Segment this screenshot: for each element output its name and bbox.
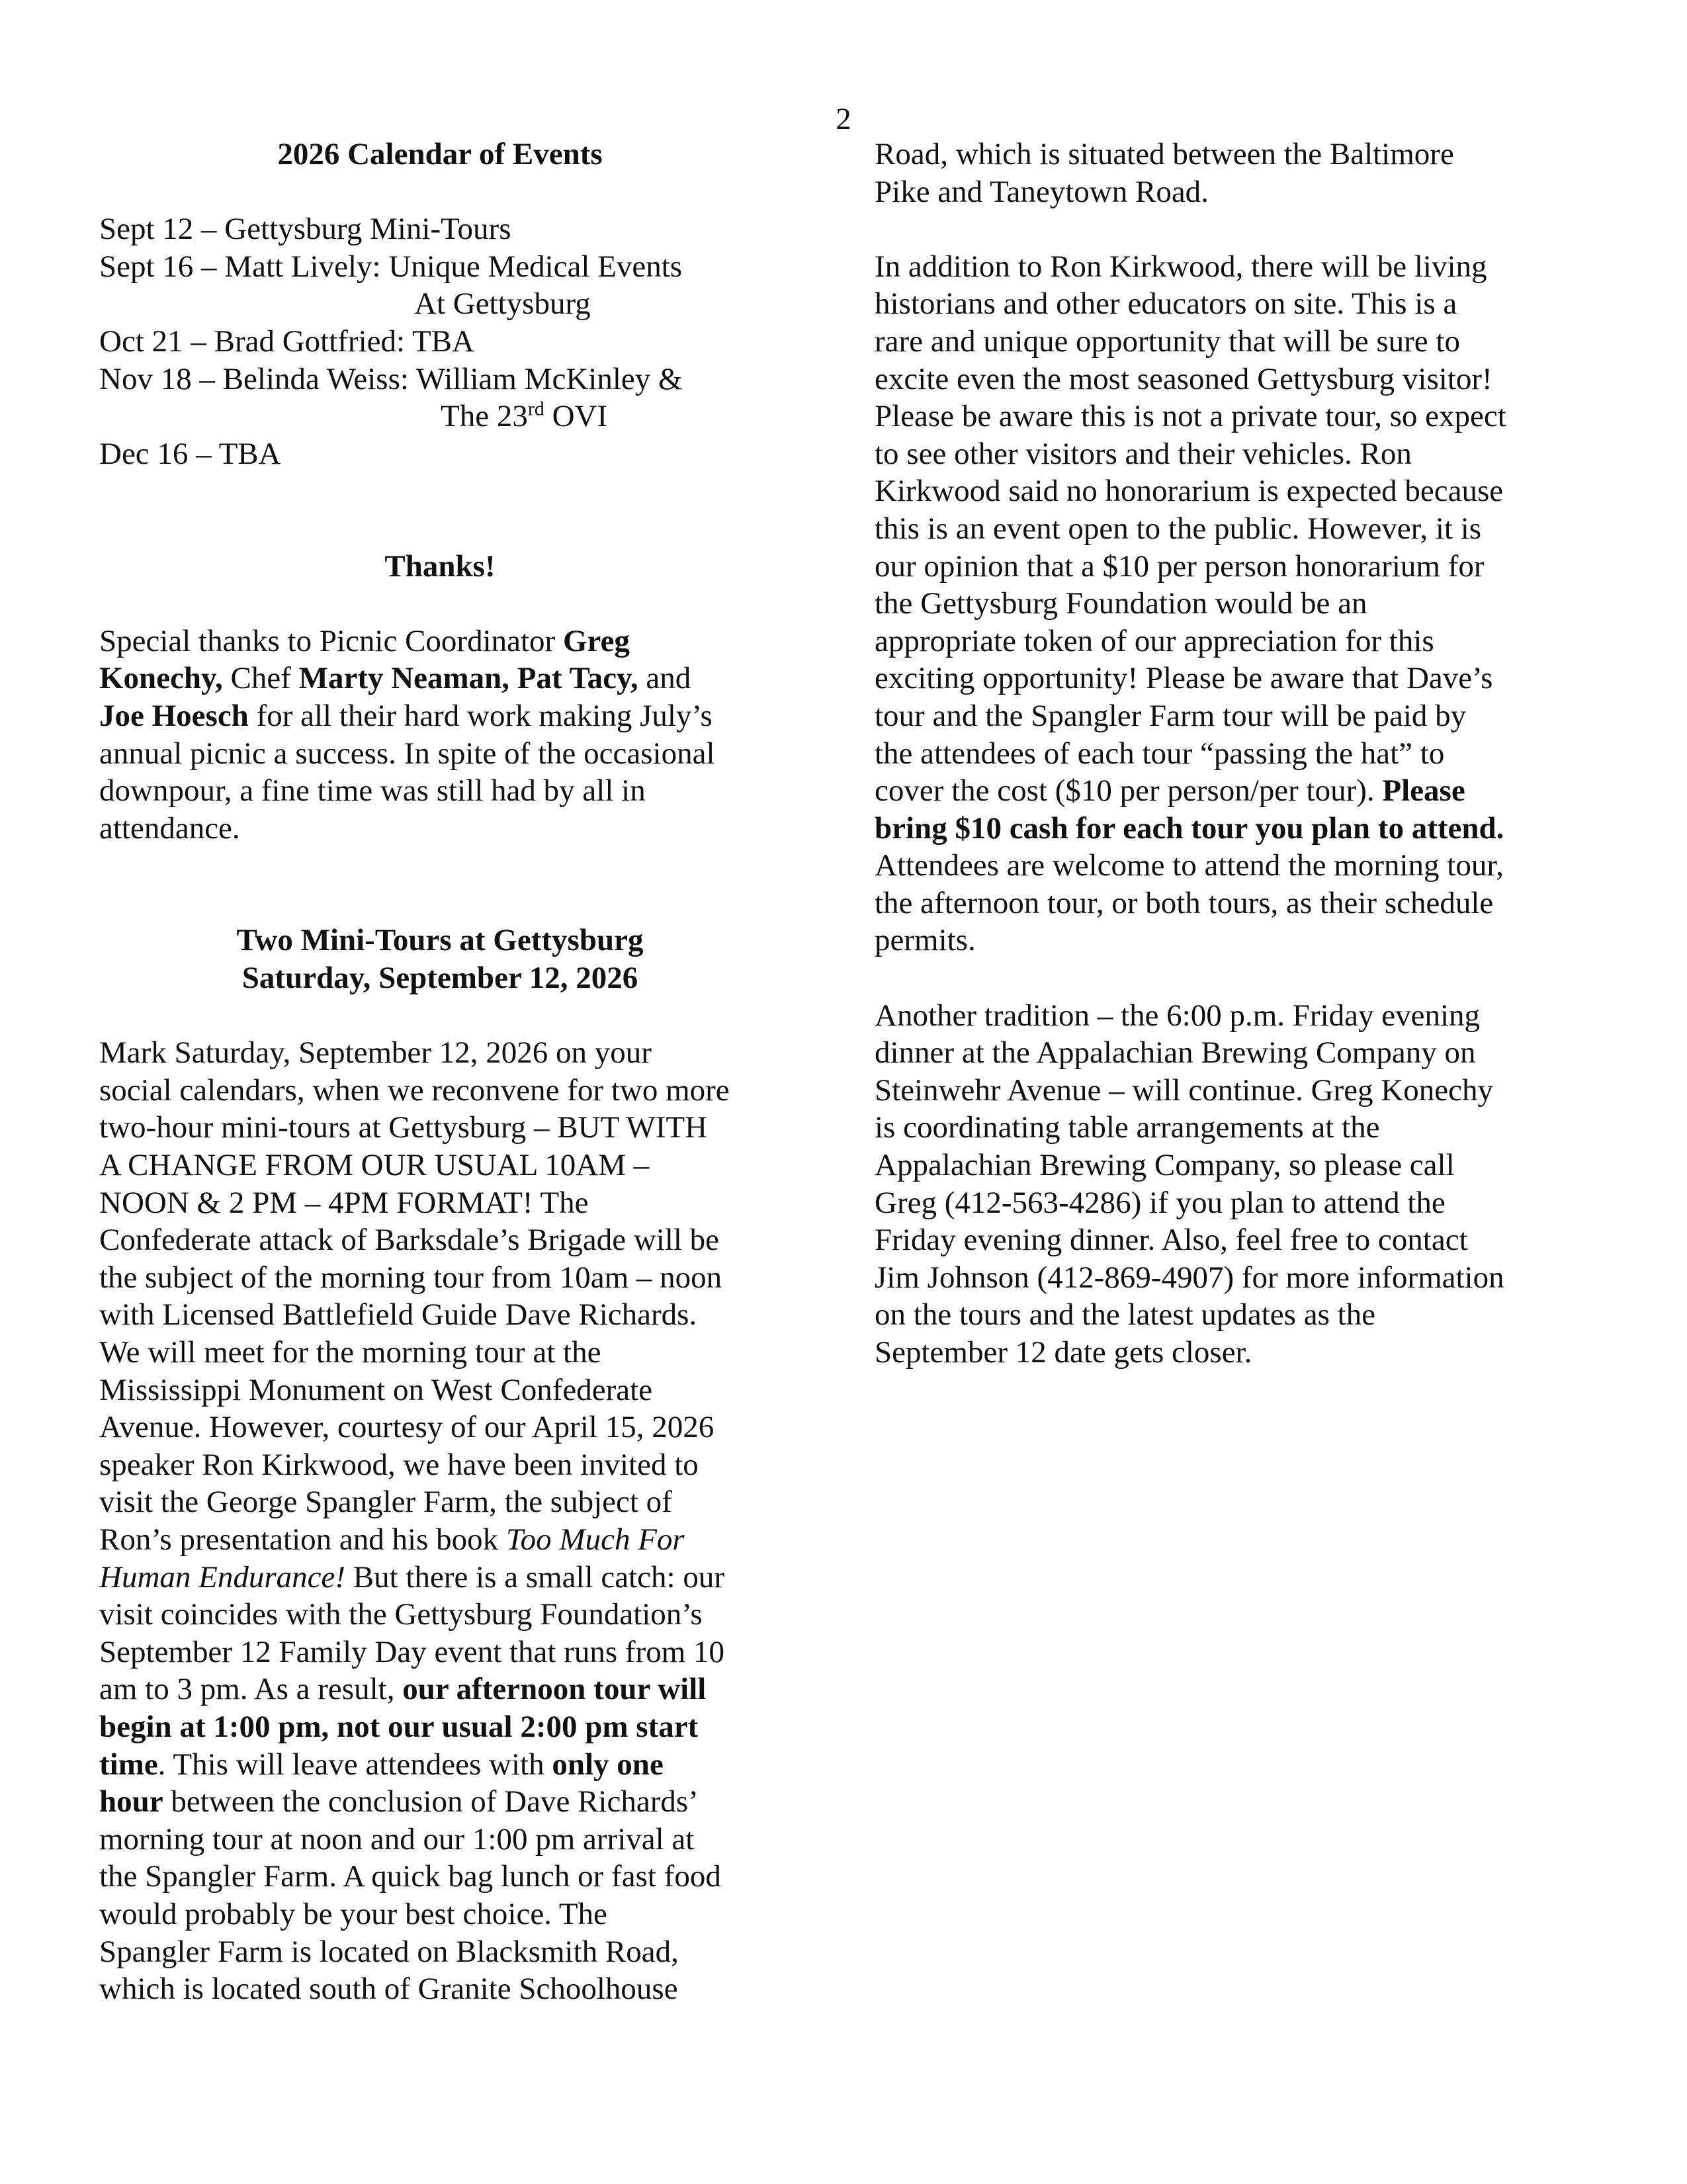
tours-text: which is located south of Granite Schoolhouse <box>99 1972 678 2007</box>
tours-text: cover the cost ($10 per person/per tour). Please <box>875 773 1465 808</box>
dinner-text: September 12 date gets closer. <box>875 1335 1252 1370</box>
tours-text: time. This will leave attendees with only one <box>99 1747 664 1782</box>
tours-text: the afternoon tour, or both tours, as their schedule <box>875 885 1494 920</box>
tours-text: the Gettysburg Foundation would be an <box>875 586 1367 621</box>
tours-text: with Licensed Battlefield Guide Dave Richards. <box>99 1297 697 1332</box>
thanks-text: annual picnic a success. In spite of the occasional <box>99 736 715 771</box>
tours-text: Mark Saturday, September 12, 2026 on your <box>99 1035 652 1070</box>
dinner-text: Friday evening dinner. Also, feel free to contact <box>875 1223 1468 1258</box>
tours-text: Human Endurance! But there is a small catch: our <box>99 1559 724 1594</box>
dinner-text: Another tradition – the 6:00 p.m. Friday evening <box>875 998 1481 1033</box>
tours-text: the subject of the morning tour from 10am – noon <box>99 1260 722 1295</box>
thanks-heading: Thanks! <box>384 548 496 584</box>
calendar-event: Dec 16 – TBA <box>99 436 281 471</box>
tours-text: visit coincides with the Gettysburg Foundation’s <box>99 1597 703 1632</box>
tours-text: Attendees are welcome to attend the morning tour, <box>875 848 1504 883</box>
tours-text: Mississippi Monument on West Confederate <box>99 1372 653 1407</box>
dinner-text: Appalachian Brewing Company, so please call <box>875 1148 1455 1183</box>
calendar-event-continuation: At Gettysburg <box>414 286 591 322</box>
tours-text: Spangler Farm is located on Blacksmith Road, <box>99 1934 679 1969</box>
tours-text: begin at 1:00 pm, not our usual 2:00 pm start <box>99 1709 699 1744</box>
tours-text: NOON & 2 PM – 4PM FORMAT! The <box>99 1185 589 1220</box>
tours-text: excite even the most seasoned Gettysburg visitor! <box>875 361 1492 396</box>
calendar-event: Sept 12 – Gettysburg Mini-Tours <box>99 212 511 247</box>
right-column <box>875 136 1556 1372</box>
calendar-heading: 2026 Calendar of Events <box>277 137 603 171</box>
tours-text: Please be aware this is not a private tour, so expect <box>875 399 1506 434</box>
dinner-text: on the tours and the latest updates as the <box>875 1297 1376 1332</box>
tours-text: Road, which is situated between the Baltimore <box>875 137 1454 171</box>
tours-text: to see other visitors and their vehicles. Ron <box>875 436 1412 471</box>
page-number: 2 <box>836 102 851 136</box>
tours-text: A CHANGE FROM OUR USUAL 10AM – <box>99 1148 650 1183</box>
tours-heading: Two Mini-Tours at Gettysburg <box>236 923 644 958</box>
dinner-text: Steinwehr Avenue – will continue. Greg Konechy <box>875 1072 1493 1108</box>
tours-text: two-hour mini-tours at Gettysburg – BUT WITH <box>99 1110 708 1145</box>
tours-text: the attendees of each tour “passing the hat” to <box>875 736 1445 771</box>
tours-text: speaker Ron Kirkwood, we have been invited to <box>99 1447 699 1482</box>
tours-text: In addition to Ron Kirkwood, there will be living <box>875 249 1487 284</box>
calendar-event: Oct 21 – Brad Gottfried: TBA <box>99 324 474 359</box>
tours-text: exciting opportunity! Please be aware that Dave’s <box>875 661 1493 696</box>
tours-text: would probably be your best choice. The <box>99 1896 607 1931</box>
tours-text: September 12 Family Day event that runs from 10 <box>99 1634 725 1669</box>
tours-text: our opinion that a $10 per person honorarium for <box>875 548 1485 584</box>
tours-text: historians and other educators on site. This is a <box>875 286 1457 322</box>
tours-text: rare and unique opportunity that will be sure to <box>875 324 1460 359</box>
dinner-text: is coordinating table arrangements at the <box>875 1110 1380 1145</box>
tours-text: We will meet for the morning tour at the <box>99 1335 601 1370</box>
tours-text: am to 3 pm. As a result, our afternoon tour will <box>99 1672 707 1707</box>
tours-date-heading: Saturday, September 12, 2026 <box>241 961 638 996</box>
tours-text: tour and the Spangler Farm tour will be paid by <box>875 698 1467 733</box>
calendar-event: Nov 18 – Belinda Weiss: William McKinley & <box>99 361 683 396</box>
tours-text: hour between the conclusion of Dave Richards’ <box>99 1784 699 1819</box>
tours-text: bring $10 cash for each tour you plan to attend. <box>875 810 1504 846</box>
tours-text: Ron’s presentation and his book Too Much For <box>99 1522 685 1557</box>
tours-text: this is an event open to the public. However, it is <box>875 511 1482 546</box>
thanks-text: Joe Hoesch for all their hard work making July’s <box>99 698 713 733</box>
thanks-text: attendance. <box>99 810 240 846</box>
tours-text: permits. <box>875 923 976 958</box>
tours-text: Avenue. However, courtesy of our April 15, 2026 <box>99 1410 714 1445</box>
tours-text: Confederate attack of Barksdale’s Brigade will be <box>99 1223 720 1258</box>
tours-text: morning tour at noon and our 1:00 pm arrival at <box>99 1821 695 1856</box>
tours-text: the Spangler Farm. A quick bag lunch or fast food <box>99 1859 721 1894</box>
dinner-text: Greg (412-563-4286) if you plan to attend the <box>875 1185 1446 1220</box>
thanks-text: downpour, a fine time was still had by all in <box>99 773 646 808</box>
calendar-event-continuation: The 23rd OVI <box>441 398 608 434</box>
dinner-text: Jim Johnson (412-869-4907) for more information <box>875 1260 1504 1295</box>
left-column <box>99 136 781 2008</box>
dinner-text: dinner at the Appalachian Brewing Company on <box>875 1035 1476 1070</box>
thanks-text: Special thanks to Picnic Coordinator Greg <box>99 623 630 658</box>
tours-text: visit the George Spangler Farm, the subject of <box>99 1485 672 1520</box>
tours-text: social calendars, when we reconvene for two more <box>99 1072 730 1108</box>
tours-text: appropriate token of our appreciation for this <box>875 623 1434 658</box>
thanks-text: Konechy, Chef Marty Neaman, Pat Tacy, and <box>99 661 691 696</box>
tours-text: Kirkwood said no honorarium is expected because <box>875 474 1504 509</box>
tours-text: Pike and Taneytown Road. <box>875 174 1209 209</box>
calendar-event: Sept 16 – Matt Lively: Unique Medical Events <box>99 249 683 284</box>
